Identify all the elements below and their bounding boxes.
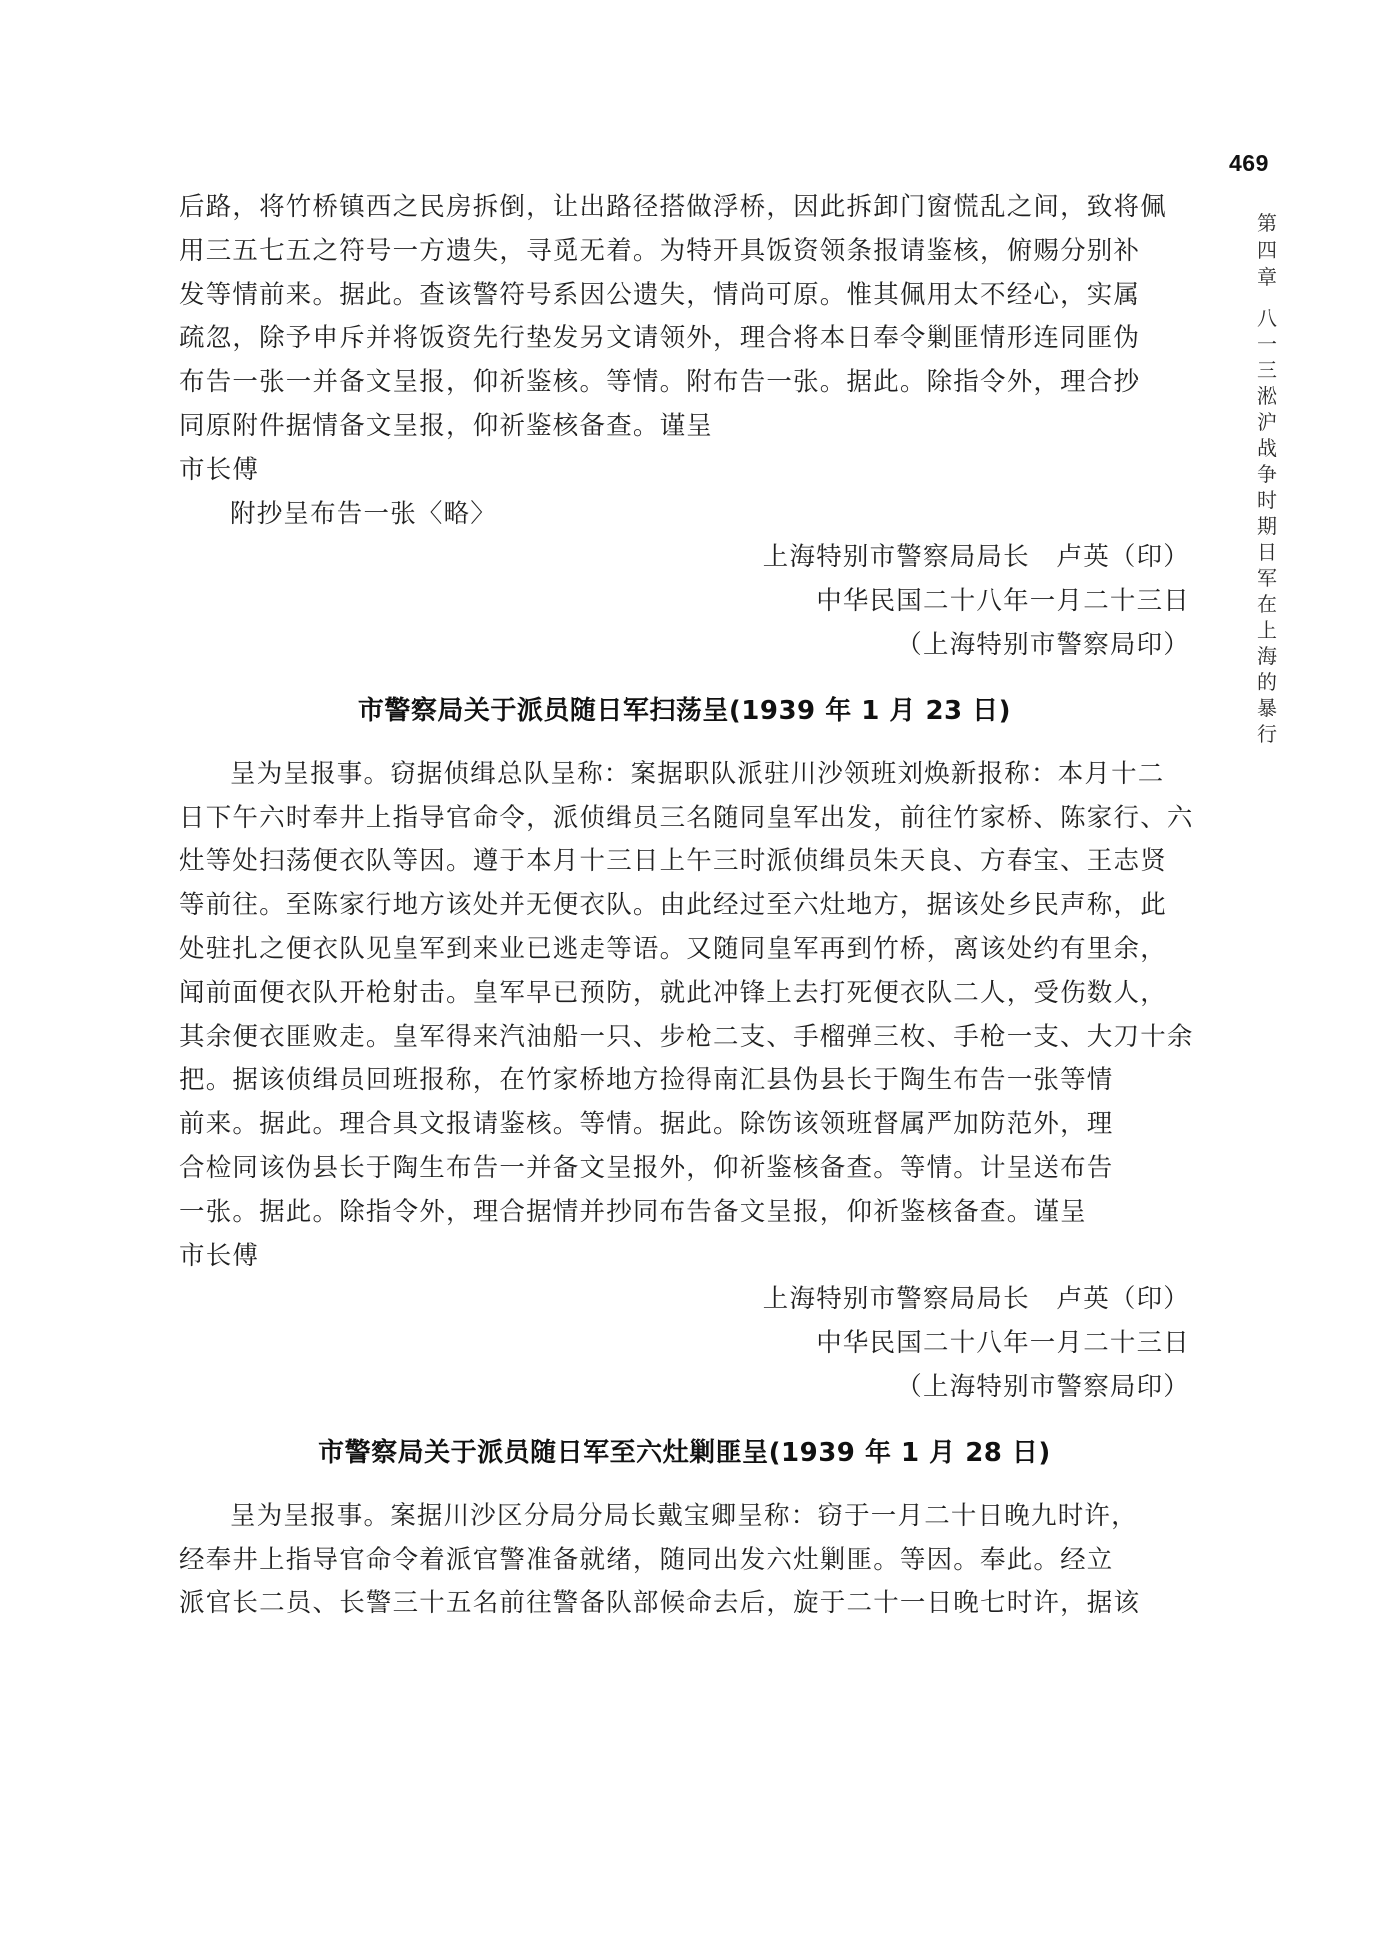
signature-block xyxy=(179,1278,1190,1409)
main-content xyxy=(179,186,1194,1626)
text-line: 处驻扎之便衣队见皇军到来业已逃走等语。又随同皇军再到竹桥，离该处约有里余， xyxy=(179,933,1167,964)
signature-date: 中华民国二十八年一月二十三日 xyxy=(816,586,1190,617)
section-title: 市警察局关于派员随日军至六灶剿匪呈(1939 年 1 月 28 日) xyxy=(318,1437,1051,1468)
section-one xyxy=(179,690,1194,1410)
running-header xyxy=(1250,210,1284,747)
body-paragraph xyxy=(179,186,1190,449)
text-line: 其余便衣匪败走。皇军得来汽油船一只、步枪二支、手榴弹三枚、手枪一支、大刀十余 xyxy=(179,1021,1194,1052)
signature-line: 上海特别市警察局局长 卢英（印） xyxy=(762,1284,1190,1315)
attachment-note: 附抄呈布告一张〈略〉 xyxy=(230,498,498,529)
text-line: 闻前面便衣队开枪射击。皇军早已预防，就此冲锋上去打死便衣队二人，受伤数人， xyxy=(179,977,1167,1008)
body-paragraph xyxy=(179,753,1194,1235)
section-title: 市警察局关于派员随日军扫荡呈(1939 年 1 月 23 日) xyxy=(357,695,1012,726)
text-line: 后路，将竹桥镇西之民房拆倒，让出路径搭做浮桥，因此拆卸门窗慌乱之间，致将佩 xyxy=(179,192,1167,222)
text-line: 发等情前来。据此。查该警符号系因公遗失，情尚可原。惟其佩用太不经心，实属 xyxy=(179,279,1141,310)
text-line: 前来。据此。理合具文报请鉴核。等情。据此。除饬该领班督属严加防范外，理 xyxy=(179,1109,1114,1140)
text-line: 日下午六时奉井上指导官命令，派侦缉员三名随同皇军出发，前往竹家桥、陈家行、六 xyxy=(179,802,1194,833)
signature-block xyxy=(179,536,1190,667)
running-header-title: 八一三淞沪战争时期日军在上海的暴行 xyxy=(1257,306,1277,746)
signature-line: 上海特别市警察局局长 卢英（印） xyxy=(762,542,1190,573)
signature-seal: （上海特别市警察局印） xyxy=(896,1371,1190,1402)
text-line: 等前往。至陈家行地方该处并无便衣队。由此经过至六灶地方，据该处乡民声称，此 xyxy=(179,890,1167,921)
body-paragraph xyxy=(179,1495,1190,1626)
running-header-chapter: 第四章 xyxy=(1257,211,1277,289)
text-line: 合检同该伪县长于陶生布告一并备文呈报外，仰祈鉴核备查。等情。计呈送布告 xyxy=(179,1152,1114,1183)
addressee: 市长傅 xyxy=(179,454,260,485)
text-line: 疏忽，除予申斥并将饭资先行垫发另文请领外，理合将本日奉令剿匪情形连同匪伪 xyxy=(179,323,1141,354)
text-line: 把。据该侦缉员回班报称，在竹家桥地方捡得南汇县伪县长于陶生布告一张等情 xyxy=(179,1065,1114,1096)
text-line: 布告一张一并备文呈报，仰祈鉴核。等情。附布告一张。据此。除指令外，理合抄 xyxy=(179,367,1141,398)
text-line: 一张。据此。除指令外，理合据情并抄同布告备文呈报，仰祈鉴核备查。谨呈 xyxy=(179,1196,1087,1227)
text-line: 派官长二员、长警三十五名前往警备队部候命去后，旋于二十一日晚七时许，据该 xyxy=(179,1588,1141,1619)
text-line: 经奉井上指导官命令着派官警准备就绪，随同出发六灶剿匪。等因。奉此。经立 xyxy=(179,1544,1114,1575)
continuation-section xyxy=(179,186,1190,668)
text-line: 呈为呈报事。案据川沙区分局分局长戴宝卿呈称：窃于一月二十日晚九时许， xyxy=(230,1500,1138,1531)
signature-date: 中华民国二十八年一月二十三日 xyxy=(816,1328,1190,1359)
text-line: 同原附件据情备文呈报，仰祈鉴核备查。谨呈 xyxy=(179,410,714,441)
page-number: 469 xyxy=(1229,150,1269,176)
signature-seal: （上海特别市警察局印） xyxy=(896,629,1190,660)
text-line: 灶等处扫荡便衣队等因。遵于本月十三日上午三时派侦缉员朱天良、方春宝、王志贤 xyxy=(179,846,1167,877)
addressee: 市长傅 xyxy=(179,1240,260,1271)
text-line: 呈为呈报事。窃据侦缉总队呈称：案据职队派驻川沙领班刘焕新报称：本月十二 xyxy=(230,758,1165,789)
text-line: 用三五七五之符号一方遗失，寻觅无着。为特开具饭资领条报请鉴核，俯赐分别补 xyxy=(179,235,1141,266)
section-two xyxy=(179,1432,1190,1626)
